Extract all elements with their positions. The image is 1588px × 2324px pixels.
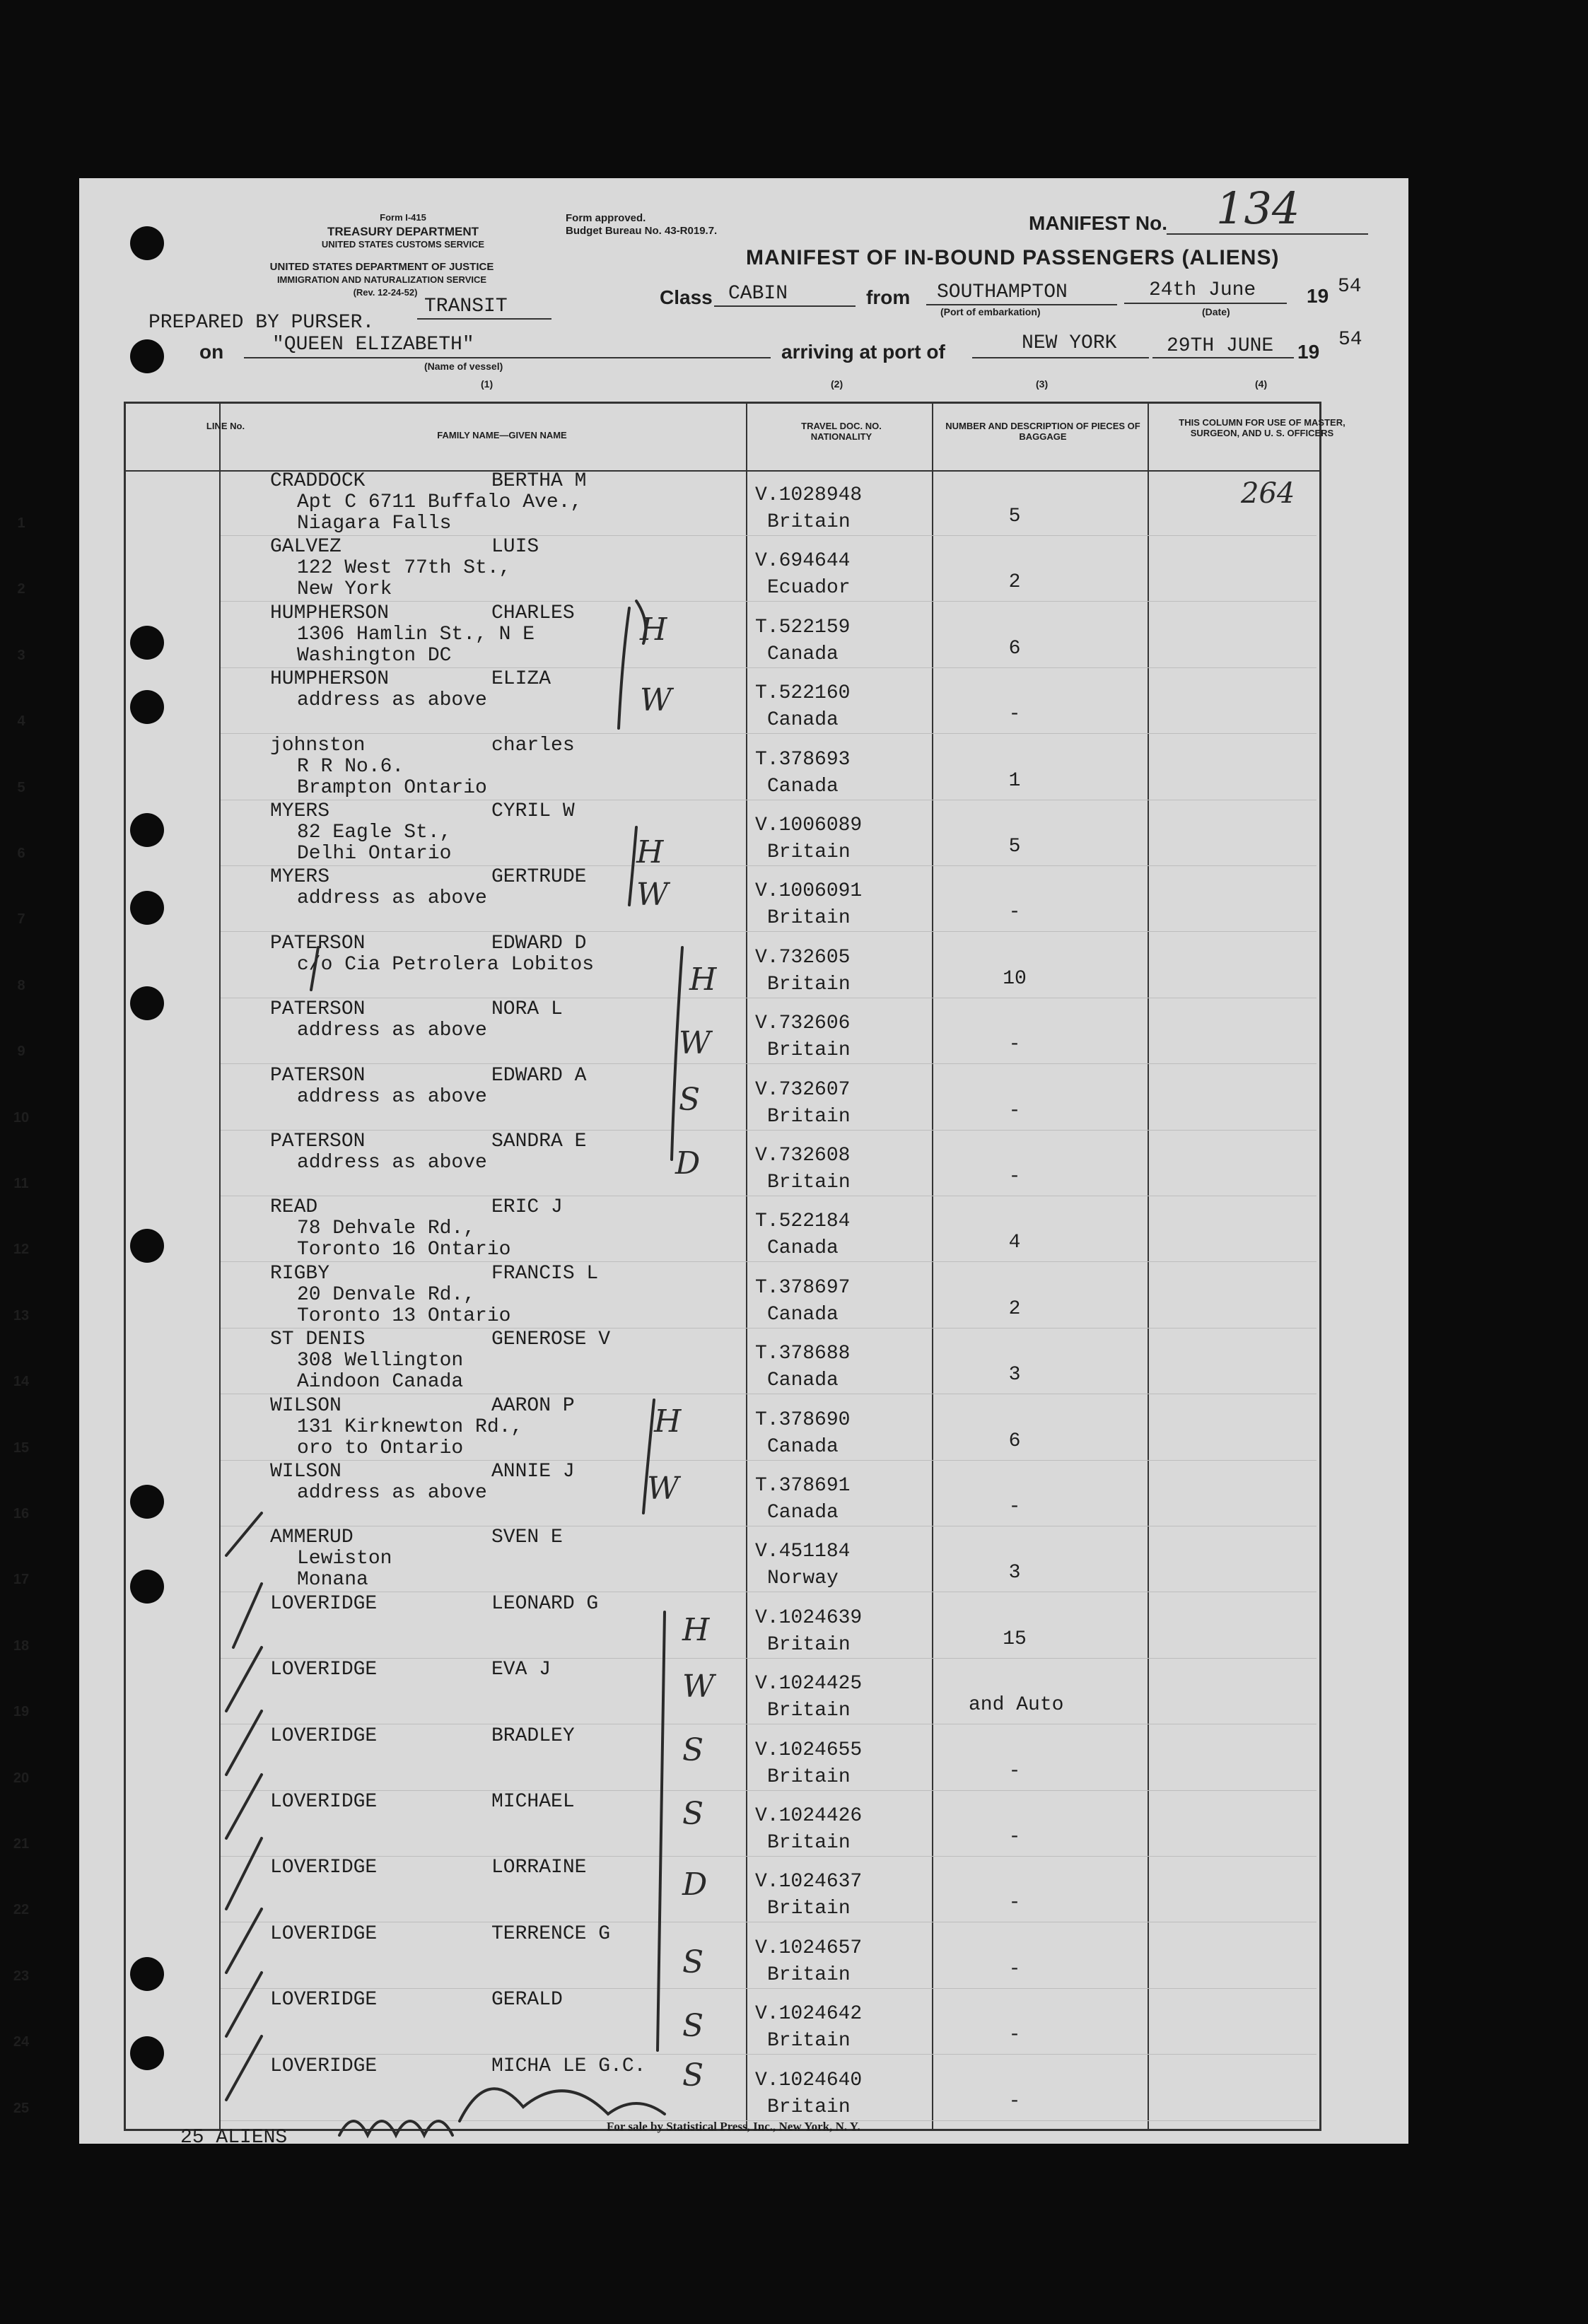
- address-line-1: address as above: [297, 887, 487, 909]
- address-line-1: 78 Dehvale Rd.,: [297, 1218, 476, 1239]
- nationality: Canada: [767, 1237, 839, 1259]
- table-row: [0, 1593, 1329, 1659]
- line-number: 3: [17, 648, 25, 663]
- line-number: 12: [13, 1242, 30, 1257]
- svg-text:H: H: [682, 1612, 710, 1648]
- travel-doc-number: V.732606: [755, 1012, 851, 1034]
- given-name: TERRENCE G: [491, 1923, 611, 1945]
- immigration-service: IMMIGRATION AND NATURALIZATION SERVICE: [276, 274, 487, 285]
- svg-text:S: S: [682, 1944, 704, 1980]
- address-line-1: address as above: [297, 1482, 487, 1504]
- nationality: Britain: [767, 1106, 851, 1128]
- nationality: Britain: [767, 1172, 851, 1193]
- baggage-count: -: [1008, 1100, 1021, 1122]
- line-number: 20: [13, 1770, 30, 1786]
- nationality: Britain: [767, 841, 851, 863]
- svg-text:S: S: [679, 1082, 701, 1118]
- travel-doc-number: V.1024637: [755, 1871, 863, 1893]
- family-name: RIGBY: [270, 1263, 330, 1285]
- treasury-department: TREASURY DEPARTMENT: [327, 225, 479, 238]
- family-name: LOVERIDGE: [270, 1725, 378, 1747]
- table-row: [0, 602, 1329, 668]
- travel-doc-number: V.1024640: [755, 2069, 863, 2091]
- address-line-1: address as above: [297, 1020, 487, 1041]
- line-number: 15: [13, 1440, 30, 1456]
- svg-text:W: W: [679, 1025, 711, 1061]
- table-row: [0, 1526, 1329, 1592]
- address-line-1: address as above: [297, 1152, 487, 1174]
- baggage-count: -: [1008, 901, 1021, 923]
- given-name: BERTHA M: [491, 470, 587, 492]
- travel-doc-number: V.732607: [755, 1079, 851, 1101]
- arrival-date: 29TH JUNE: [1167, 335, 1274, 357]
- column-header-doc: TRAVEL DOC. NO. NATIONALITY: [801, 421, 882, 442]
- baggage-count: 2: [1008, 1298, 1021, 1320]
- column-number-1: (1): [481, 378, 494, 390]
- from-label: from: [866, 286, 911, 308]
- svg-text:D: D: [682, 1867, 708, 1903]
- address-line-1: 20 Denvale Rd.,: [297, 1284, 476, 1306]
- family-name: HUMPHERSON: [270, 602, 390, 624]
- table-row: [0, 1263, 1329, 1329]
- travel-doc-number: V.732608: [755, 1145, 851, 1167]
- nationality: Britain: [767, 2096, 851, 2118]
- row-divider: [221, 601, 1316, 602]
- address-line-1: R R No.6.: [297, 756, 404, 778]
- given-name: MICHA LE G.C.: [491, 2055, 646, 2077]
- nationality: Britain: [767, 974, 851, 995]
- given-name: CHARLES: [491, 602, 575, 624]
- printer-note: For sale by Statistical Press, Inc., New York, N. Y.: [607, 2120, 860, 2133]
- family-name: READ: [270, 1196, 318, 1218]
- table-row: [0, 2055, 1329, 2121]
- baggage-count: 2: [1008, 571, 1021, 593]
- family-name: LOVERIDGE: [270, 1791, 378, 1813]
- svg-text:H: H: [654, 1403, 682, 1440]
- family-name: PATERSON: [270, 998, 366, 1020]
- given-name: EDWARD A: [491, 1065, 587, 1087]
- baggage-count: 1: [1008, 770, 1021, 792]
- svg-text:W: W: [640, 682, 672, 718]
- line-number: 25: [13, 2101, 30, 2116]
- revision: (Rev. 12-24-52): [353, 287, 418, 298]
- address-line-2: New York: [297, 578, 392, 600]
- travel-doc-number: T.522159: [755, 617, 851, 638]
- column-number-2: (2): [831, 378, 843, 390]
- vessel-name: "QUEEN ELIZABETH": [272, 334, 474, 356]
- travel-doc-number: T.522184: [755, 1210, 851, 1232]
- nationality: Britain: [767, 2030, 851, 2052]
- given-name: ANNIE J: [491, 1461, 575, 1483]
- travel-doc-number: T.378688: [755, 1343, 851, 1365]
- line-number: 22: [13, 1902, 30, 1917]
- line-number: 4: [17, 713, 25, 729]
- nationality: Canada: [767, 709, 839, 731]
- row-divider: [221, 2054, 1316, 2055]
- address-line-2: Brampton Ontario: [297, 777, 487, 799]
- budget-bureau: Budget Bureau No. 43-R019.7.: [566, 225, 718, 237]
- travel-doc-number: V.694644: [755, 550, 851, 572]
- given-name: LUIS: [491, 536, 539, 558]
- family-name: HUMPHERSON: [270, 668, 390, 690]
- nationality: Canada: [767, 1370, 839, 1391]
- prepared-by: PREPARED BY PURSER.: [148, 312, 375, 334]
- family-name: PATERSON: [270, 1065, 366, 1087]
- line-number: 6: [17, 846, 25, 861]
- baggage-count: 6: [1008, 1430, 1021, 1452]
- line-number: 5: [17, 780, 25, 795]
- family-name: LOVERIDGE: [270, 2055, 378, 2077]
- line-number: 16: [13, 1506, 30, 1522]
- travel-doc-number: T.378697: [755, 1277, 851, 1299]
- line-number: 14: [13, 1374, 30, 1389]
- officer-note: 264: [1241, 477, 1295, 510]
- travel-doc-number: V.732605: [755, 947, 851, 969]
- given-name: LORRAINE: [491, 1857, 587, 1879]
- nationality: Britain: [767, 1634, 851, 1656]
- given-name: LEONARD G: [491, 1593, 599, 1615]
- given-name: SANDRA E: [491, 1131, 587, 1152]
- address-line-1: c/o Cia Petrolera Lobitos: [297, 954, 595, 976]
- address-line-2: Delhi Ontario: [297, 843, 452, 865]
- family-name: GALVEZ: [270, 536, 341, 558]
- svg-text:S: S: [682, 2008, 704, 2044]
- line-number: 11: [13, 1176, 29, 1191]
- table-row: [0, 470, 1329, 536]
- arriving-label: arriving at port of: [781, 341, 945, 363]
- line-number: 17: [13, 1572, 30, 1587]
- travel-doc-number: T.522160: [755, 682, 851, 704]
- family-name: WILSON: [270, 1395, 341, 1417]
- baggage-count: 5: [1008, 836, 1021, 858]
- line-number: 7: [17, 911, 25, 927]
- nationality: Canada: [767, 1436, 839, 1458]
- given-name: BRADLEY: [491, 1725, 575, 1747]
- line-number: 24: [13, 2034, 30, 2050]
- nationality: Britain: [767, 1700, 851, 1722]
- travel-doc-number: T.378691: [755, 1475, 851, 1497]
- nationality: Britain: [767, 907, 851, 929]
- table-row: [0, 1725, 1329, 1791]
- table-row: [0, 1989, 1329, 2055]
- address-line-2: Monana: [297, 1569, 368, 1591]
- table-row: [0, 998, 1329, 1064]
- given-name: charles: [491, 735, 575, 757]
- line-number: 1: [17, 515, 25, 531]
- travel-doc-number: V.1006089: [755, 814, 863, 836]
- nationality: Canada: [767, 776, 839, 798]
- family-name: LOVERIDGE: [270, 1593, 378, 1615]
- row-divider: [221, 1063, 1316, 1064]
- baggage-count: 4: [1008, 1232, 1021, 1254]
- table-row: [0, 1659, 1329, 1724]
- table-row: [0, 1065, 1329, 1131]
- arrival-year-prefix: 19: [1297, 341, 1320, 363]
- baggage-count: -: [1008, 1826, 1021, 1848]
- family-name: PATERSON: [270, 1131, 366, 1152]
- address-line-2: Washington DC: [297, 645, 452, 667]
- travel-doc-number: V.1024639: [755, 1607, 863, 1629]
- svg-text:H: H: [689, 962, 717, 998]
- given-name: AARON P: [491, 1395, 575, 1417]
- transit-label: TRANSIT: [424, 296, 508, 317]
- address-line-2: Aindoon Canada: [297, 1371, 464, 1393]
- family-name: MYERS: [270, 800, 330, 822]
- baggage-count: -: [1008, 1958, 1021, 1980]
- baggage-count: -: [1008, 1034, 1021, 1056]
- from-value: SOUTHAMPTON: [937, 281, 1068, 303]
- address-line-1: address as above: [297, 689, 487, 711]
- table-row: [0, 933, 1329, 998]
- address-line-2: Niagara Falls: [297, 513, 452, 535]
- table-row: [0, 1329, 1329, 1394]
- travel-doc-number: V.1006091: [755, 880, 863, 902]
- form-number: Form I-415: [380, 212, 426, 223]
- nationality: Britain: [767, 511, 851, 533]
- baggage-count: 3: [1008, 1364, 1021, 1386]
- departure-date: 24th June: [1149, 279, 1256, 301]
- table-row: [0, 1857, 1329, 1922]
- address-line-1: Apt C 6711 Buffalo Ave.,: [297, 491, 583, 513]
- nationality: Norway: [767, 1567, 839, 1589]
- family-name: WILSON: [270, 1461, 341, 1483]
- address-line-1: 82 Eagle St.,: [297, 822, 452, 843]
- column-number-4: (4): [1255, 378, 1268, 390]
- travel-doc-number: V.451184: [755, 1541, 851, 1563]
- table-row: [0, 668, 1329, 734]
- baggage-count: -: [1008, 1892, 1021, 1914]
- nationality: Britain: [767, 1898, 851, 1920]
- nationality: Canada: [767, 1502, 839, 1524]
- column-header-baggage: NUMBER AND DESCRIPTION OF PIECES OF BAGGAGE: [945, 421, 1140, 442]
- family-name: MYERS: [270, 866, 330, 888]
- family-name: johnston: [270, 735, 366, 757]
- address-line-1: 131 Kirknewton Rd.,: [297, 1416, 523, 1438]
- line-number: 13: [13, 1308, 30, 1324]
- family-name: LOVERIDGE: [270, 1659, 378, 1681]
- manifest-label: MANIFEST No.: [1029, 212, 1167, 234]
- svg-text:S: S: [682, 1796, 704, 1832]
- table-row: [0, 536, 1329, 602]
- travel-doc-number: V.1024642: [755, 2003, 863, 2025]
- table-row: [0, 800, 1329, 866]
- travel-doc-number: V.1024426: [755, 1805, 863, 1827]
- line-number: 19: [13, 1704, 30, 1719]
- given-name: ERIC J: [491, 1196, 563, 1218]
- given-name: GERTRUDE: [491, 866, 587, 888]
- table-row: [0, 1461, 1329, 1526]
- on-label: on: [199, 341, 224, 363]
- arrival-port: NEW YORK: [1022, 332, 1117, 354]
- baggage-count: 5: [1008, 506, 1021, 527]
- family-name: LOVERIDGE: [270, 1989, 378, 2011]
- baggage-count: -: [1008, 1760, 1021, 1782]
- family-name: PATERSON: [270, 933, 366, 954]
- baggage-count: -: [1008, 2024, 1021, 2046]
- date-note: (Date): [1202, 306, 1230, 317]
- given-name: GENEROSE V: [491, 1329, 611, 1350]
- baggage-count: 10: [1003, 968, 1027, 990]
- table-row: [0, 735, 1329, 800]
- given-name: MICHAEL: [491, 1791, 575, 1813]
- column-header-officers: THIS COLUMN FOR USE OF MASTER, SURGEON, AND U. S. OFFICERS: [1179, 417, 1345, 438]
- svg-text:W: W: [636, 877, 669, 913]
- travel-doc-number: V.1024425: [755, 1673, 863, 1695]
- table-row: [0, 1395, 1329, 1461]
- department-of-justice: UNITED STATES DEPARTMENT OF JUSTICE: [269, 261, 494, 273]
- family-name: CRADDOCK: [270, 470, 366, 492]
- travel-doc-number: T.378693: [755, 749, 851, 771]
- baggage-count: 15: [1003, 1628, 1027, 1650]
- family-name: AMMERUD: [270, 1526, 354, 1548]
- given-name: GERALD: [491, 1989, 563, 2011]
- line-number: 18: [13, 1638, 30, 1654]
- table-row: [0, 866, 1329, 932]
- baggage-count: -: [1008, 1496, 1021, 1518]
- baggage-count: -: [1008, 1166, 1021, 1188]
- column-header-line: LINE No.: [206, 421, 245, 431]
- svg-text:D: D: [675, 1145, 701, 1181]
- table-row: [0, 1131, 1329, 1196]
- nationality: Canada: [767, 643, 839, 665]
- given-name: EVA J: [491, 1659, 551, 1681]
- travel-doc-number: T.378690: [755, 1409, 851, 1431]
- table-row: [0, 1923, 1329, 1989]
- vessel-note: (Name of vessel): [424, 361, 503, 372]
- travel-doc-number: V.1024655: [755, 1739, 863, 1761]
- column-number-3: (3): [1036, 378, 1049, 390]
- line-number: 23: [13, 1968, 30, 1984]
- given-name: CYRIL W: [491, 800, 575, 822]
- baggage-count: -: [1008, 703, 1021, 725]
- aliens-total: 25 ALIENS: [180, 2127, 288, 2149]
- line-number: 2: [17, 581, 25, 597]
- baggage-count: 6: [1008, 638, 1021, 660]
- line-number: 21: [13, 1836, 30, 1852]
- nationality: Britain: [767, 1766, 851, 1788]
- given-name: SVEN E: [491, 1526, 563, 1548]
- svg-text:H: H: [640, 612, 667, 648]
- baggage-count: and Auto: [969, 1694, 1064, 1716]
- address-line-2: Toronto 16 Ontario: [297, 1239, 511, 1261]
- family-name: ST DENIS: [270, 1329, 366, 1350]
- punch-hole: [130, 339, 164, 373]
- line-number: 8: [17, 978, 25, 993]
- punch-hole: [130, 226, 164, 260]
- given-name: ELIZA: [491, 668, 551, 690]
- nationality: Britain: [767, 1832, 851, 1854]
- row-divider: [221, 931, 1316, 932]
- svg-text:W: W: [682, 1669, 715, 1705]
- departure-year-prefix: 19: [1307, 285, 1329, 307]
- address-line-1: Lewiston: [297, 1548, 392, 1570]
- table-row: [0, 1791, 1329, 1857]
- address-line-1: address as above: [297, 1086, 487, 1108]
- address-line-1: 1306 Hamlin St., N E: [297, 624, 535, 646]
- svg-text:H: H: [636, 834, 664, 870]
- line-number: 9: [17, 1044, 25, 1059]
- class-label: Class: [660, 286, 713, 308]
- given-name: FRANCIS L: [491, 1263, 599, 1285]
- travel-doc-number: V.1024657: [755, 1937, 863, 1959]
- manifest-title: MANIFEST OF IN-BOUND PASSENGERS (ALIENS): [746, 246, 1280, 269]
- arrival-year: 54: [1338, 329, 1362, 351]
- nationality: Ecuador: [767, 577, 851, 599]
- nationality: Britain: [767, 1039, 851, 1061]
- departure-year: 54: [1338, 276, 1362, 298]
- column-header-name: FAMILY NAME—GIVEN NAME: [437, 430, 567, 440]
- given-name: EDWARD D: [491, 933, 587, 954]
- embark-note: (Port of embarkation): [940, 306, 1041, 317]
- address-line-2: Toronto 13 Ontario: [297, 1305, 511, 1327]
- svg-text:S: S: [682, 2057, 704, 2094]
- nationality: Canada: [767, 1304, 839, 1326]
- row-divider: [221, 1261, 1316, 1262]
- nationality: Britain: [767, 1964, 851, 1986]
- table-row: [0, 1196, 1329, 1262]
- address-line-1: 308 Wellington: [297, 1350, 464, 1372]
- address-line-1: 122 West 77th St.,: [297, 557, 511, 579]
- travel-doc-number: V.1028948: [755, 484, 863, 506]
- manifest-number: 134: [1216, 182, 1300, 234]
- customs-service: UNITED STATES CUSTOMS SERVICE: [321, 239, 485, 250]
- baggage-count: -: [1008, 2091, 1021, 2113]
- family-name: LOVERIDGE: [270, 1857, 378, 1879]
- family-name: LOVERIDGE: [270, 1923, 378, 1945]
- svg-text:S: S: [682, 1732, 704, 1768]
- svg-text:W: W: [647, 1471, 679, 1507]
- baggage-count: 3: [1008, 1562, 1021, 1584]
- given-name: NORA L: [491, 998, 563, 1020]
- line-number: 10: [13, 1110, 30, 1126]
- class-value: CABIN: [728, 283, 788, 305]
- row-divider: [221, 733, 1316, 734]
- address-line-2: oro to Ontario: [297, 1437, 464, 1459]
- form-approved: Form approved.: [566, 212, 646, 224]
